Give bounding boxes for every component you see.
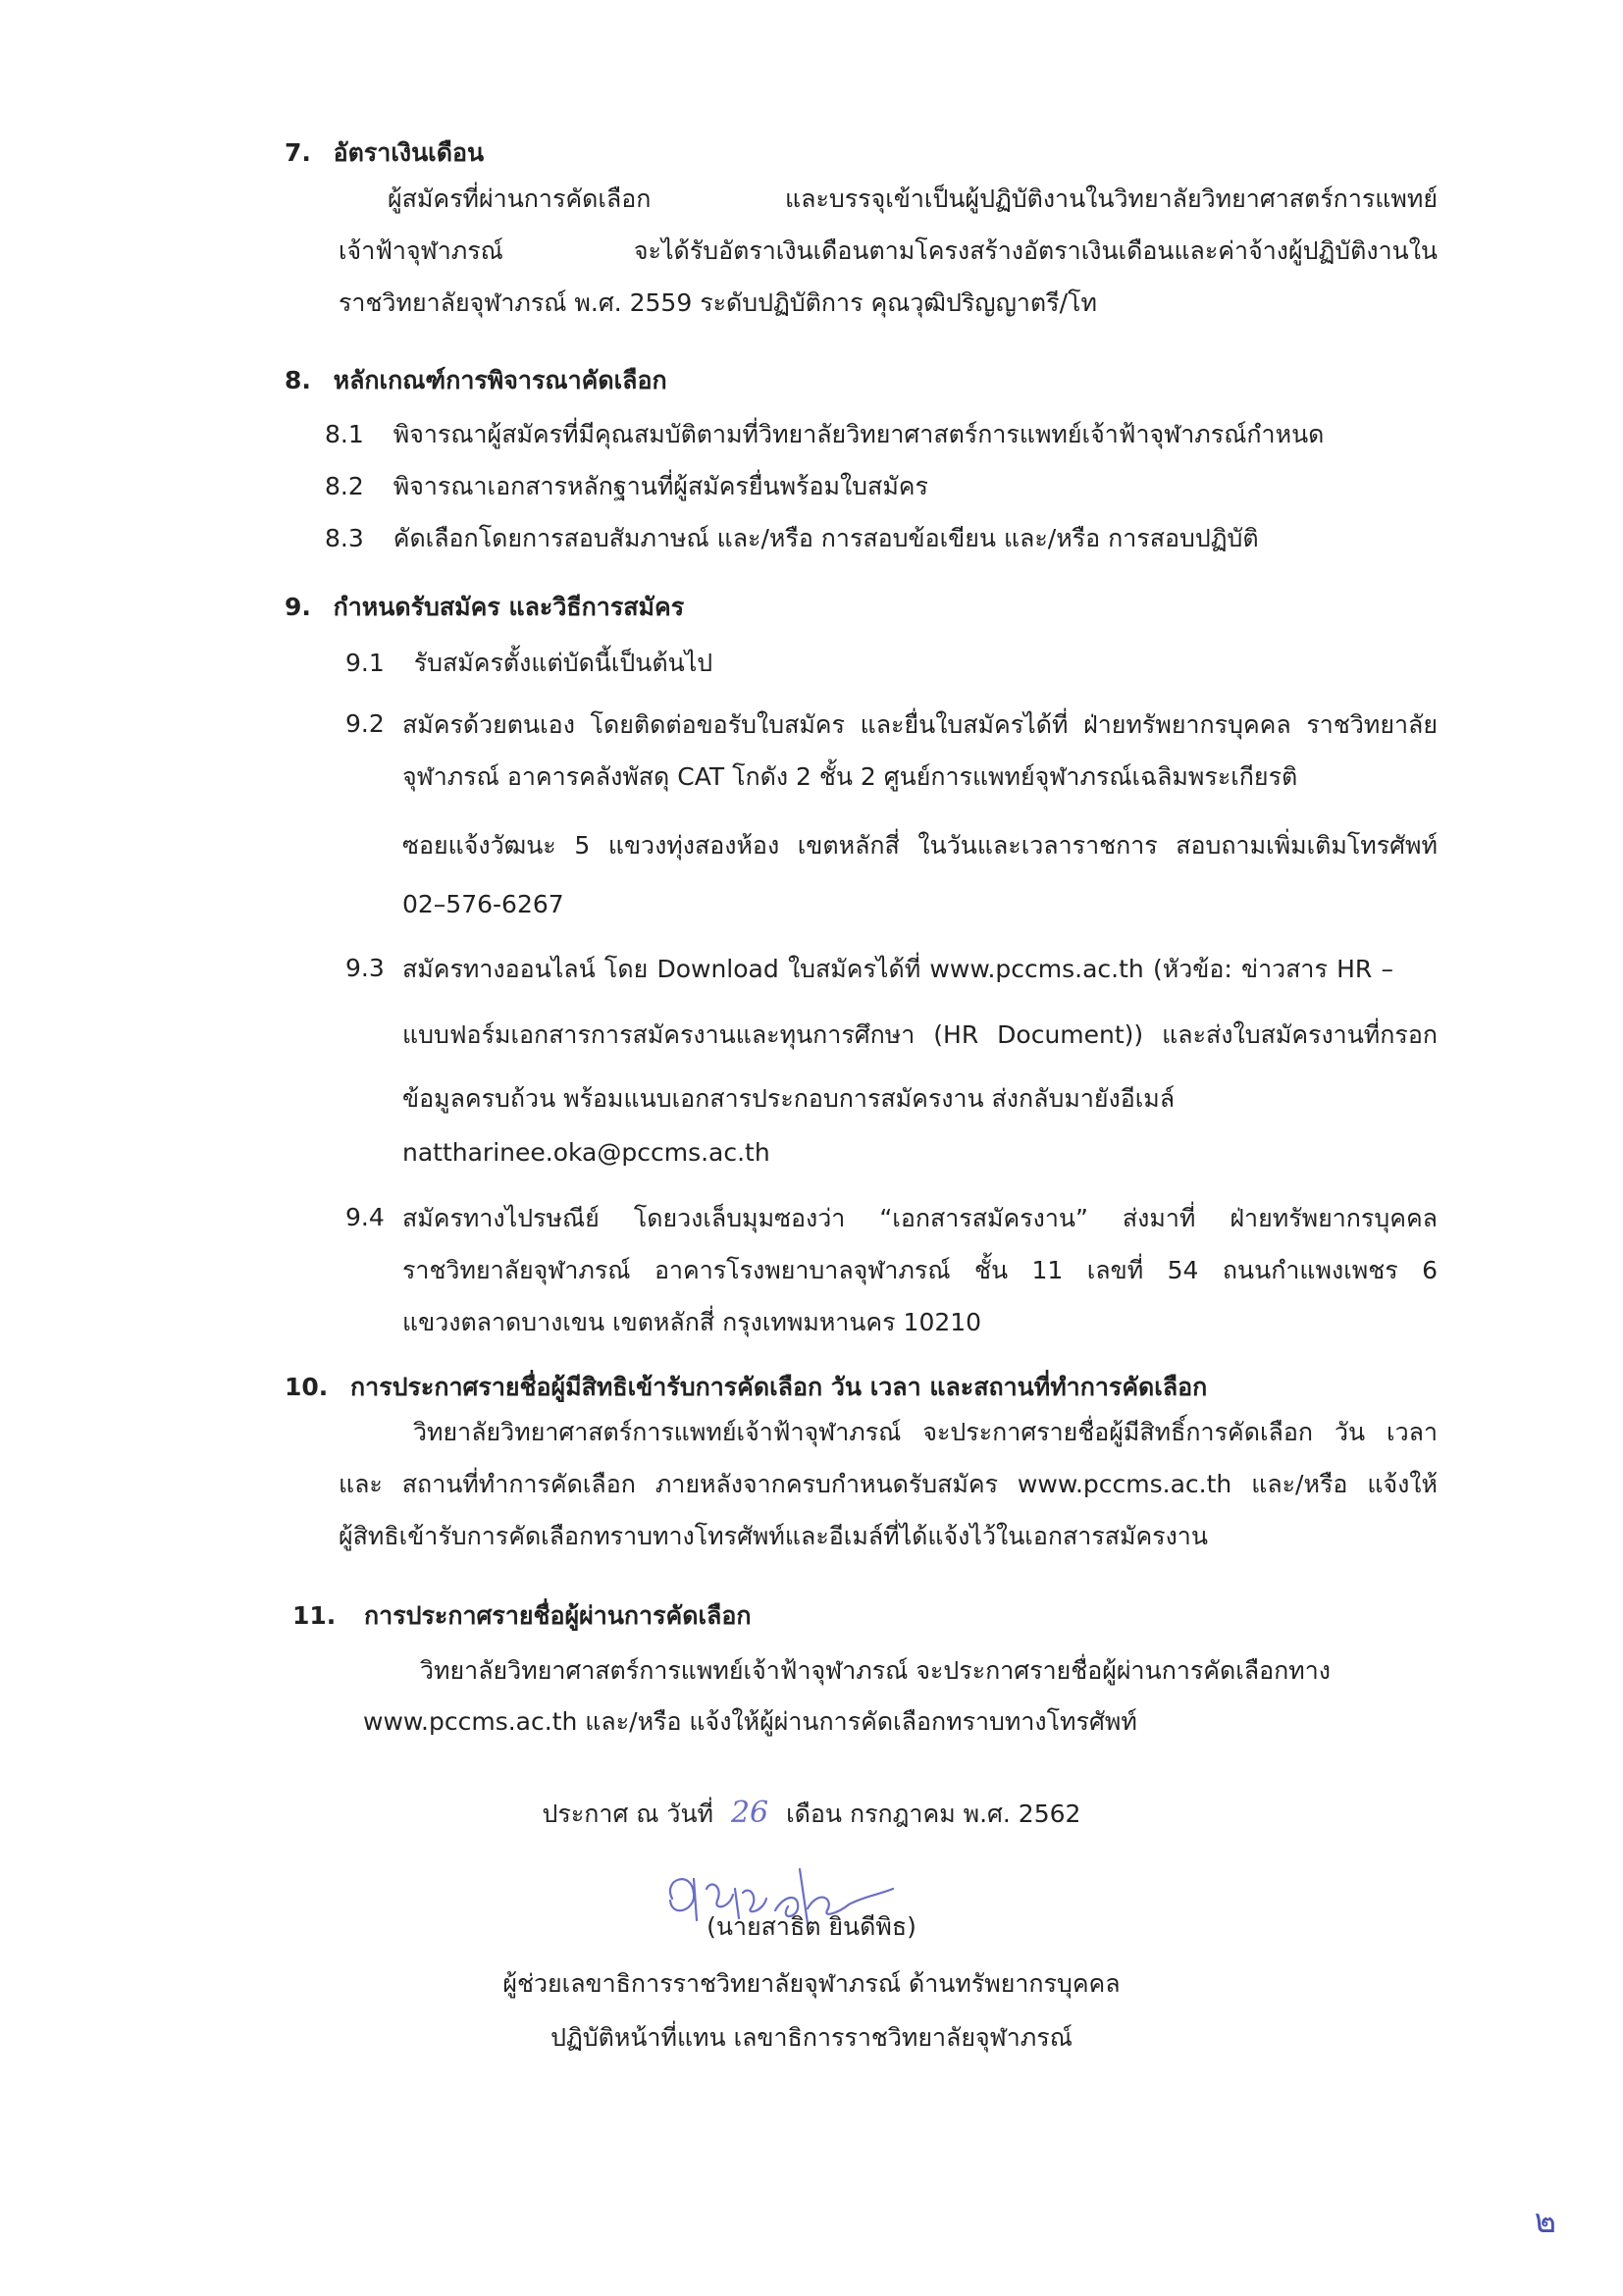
page-number-mark: ๒ [1534,2202,1556,2241]
section-7-body [339,173,1438,225]
criteria-item [325,522,1259,555]
item-number: 8.3 [325,524,364,552]
date-prefix: ประกาศ ณ วันที่ [542,1800,714,1828]
paragraph-line: สมัครทางไปรษณีย์ โดยวงเล็บมุมซองว่า “เอกสารสมัครงาน” ส่งมาที่ ฝ่ายทรัพยากรบุคคล [402,1204,1438,1232]
application-item-9-4 [402,1192,1438,1348]
section-title: การประกาศรายชื่อผู้มีสิทธิเข้ารับการคัดเลือก วัน เวลา และสถานที่ทำการคัดเลือก [350,1373,1208,1401]
section-8-heading [285,364,667,397]
section-9-heading [285,591,684,624]
signer-title: ผู้ช่วยเลขาธิการราชวิทยาลัยจุฬาภรณ์ ด้านทรัพยากรบุคคล [502,1969,1121,1998]
signer-name: (นายสาธิต ยินดีพิธ) [707,1912,916,1941]
section-number: 7. [285,138,311,167]
paragraph-line: ผู้สมัครที่ผ่านการคัดเลือก และบรรจุเข้าเป็นผู้ปฏิบัติงานในวิทยาลัยวิทยาศาสตร์การแพทย์ [388,184,1438,213]
paragraph-line: ซอยแจ้งวัฒนะ 5 แขวงทุ่งสองห้อง เขตหลักสี่ ในวันและเวลาราชการ สอบถามเพิ่มเติมโทรศัพท์ [402,831,1438,860]
item-text: พิจารณาผู้สมัครที่มีคุณสมบัติตามที่วิทยาลัยวิทยาศาสตร์การแพทย์เจ้าฟ้าจุฬาภรณ์กำหนด [393,420,1325,448]
section-10-heading [285,1371,1207,1404]
paragraph-line: ราชวิทยาลัยจุฬาภรณ์ พ.ศ. 2559 ระดับปฏิบัติการ คุณวุฒิปริญญาตรี/โท [339,288,1097,317]
paragraph-line: แขวงตลาดบางเขน เขตหลักสี่ กรุงเทพมหานคร 10210 [402,1308,982,1336]
section-7-heading [285,136,484,170]
paragraph-line: ผู้สิทธิเข้ารับการคัดเลือกทราบทางโทรศัพท์และอีเมล์ที่ได้แจ้งไว้ในเอกสารสมัครงาน [339,1522,1208,1550]
application-item [345,647,712,680]
handwritten-day: 26 [730,1796,769,1830]
paragraph-line: วิทยาลัยวิทยาศาสตร์การแพทย์เจ้าฟ้าจุฬาภรณ์ จะประกาศรายชื่อผู้ผ่านการคัดเลือกทาง [420,1656,1331,1685]
signer-acting-title: ปฏิบัติหน้าที่แทน เลขาธิการราชวิทยาลัยจุฬาภรณ์ [550,2023,1073,2052]
criteria-item [325,418,1324,451]
criteria-item [325,470,928,503]
item-text: พิจารณาเอกสารหลักฐานที่ผู้สมัครยื่นพร้อมใบสมัคร [393,472,928,500]
paragraph-line: www.pccms.ac.th และ/หรือ แจ้งให้ผู้ผ่านการคัดเลือกทราบทางโทรศัพท์ [363,1707,1137,1736]
section-7-body-2 [339,225,1438,329]
application-item-9-2-b [402,751,1305,803]
application-item-9-2 [402,699,1438,751]
announcement-date [0,1797,1623,1831]
item-number: 9.2 [345,709,385,738]
paragraph-line: ข้อมูลครบถ้วน พร้อมแนบเอกสารประกอบการสมัครงาน ส่งกลับมายังอีเมล์ [402,1084,1176,1113]
paragraph-line: จุฬาภรณ์ อาคารคลังพัสดุ CAT โกดัง 2 ชั้น 2 ศูนย์การแพทย์จุฬาภรณ์เฉลิมพระเกียรติ [402,762,1298,791]
contact-email: nattharinee.oka@pccms.ac.th [402,1138,770,1167]
section-number: 10. [285,1373,329,1401]
application-item-9-3-b [402,1009,1438,1061]
item-number: 8.2 [325,472,364,500]
paragraph-line: แบบฟอร์มเอกสารการสมัครงานและทุนการศึกษา (HR Document)) และส่งใบสมัครงานที่กรอก [402,1020,1438,1049]
item-number: 9.3 [345,954,385,982]
section-11-heading [292,1599,752,1633]
paragraph-line: เจ้าฟ้าจุฬาภรณ์ จะได้รับอัตราเงินเดือนตามโครงสร้างอัตราเงินเดือนและค่าจ้างผู้ปฏิบัติงานใน [339,236,1438,265]
section-title: หลักเกณฑ์การพิจารณาคัดเลือก [333,366,667,394]
item-text: รับสมัครตั้งแต่บัดนี้เป็นต้นไป [413,649,713,677]
paragraph-line: ราชวิทยาลัยจุฬาภรณ์ อาคารโรงพยาบาลจุฬาภรณ์ ชั้น 11 เลขที่ 54 ถนนกำแพงเพชร 6 [402,1256,1438,1284]
paragraph-line: วิทยาลัยวิทยาศาสตร์การแพทย์เจ้าฟ้าจุฬาภรณ์ จะประกาศรายชื่อผู้มีสิทธิ์การคัดเลือก วัน เวลา [413,1418,1438,1446]
section-title: อัตราเงินเดือน [333,138,485,167]
item-number: 8.1 [325,420,364,448]
section-10-body [339,1406,1438,1562]
section-number: 9. [285,593,311,621]
section-number: 11. [292,1601,337,1630]
item-number: 9.1 [345,649,385,677]
section-title: กำหนดรับสมัคร และวิธีการสมัคร [333,593,685,621]
paragraph-line: และ สถานที่ทำการคัดเลือก ภายหลังจากครบกำหนดรับสมัคร www.pccms.ac.th และ/หรือ แจ้งให้ [339,1470,1438,1498]
section-title: การประกาศรายชื่อผู้ผ่านการคัดเลือก [364,1601,752,1630]
application-item-9-2-c [402,819,1438,871]
paragraph-line: สมัครด้วยตนเอง โดยติดต่อขอรับใบสมัคร และยื่นใบสมัครได้ที่ ฝ่ายทรัพยากรบุคคล ราชวิทยาลัย [402,710,1438,739]
paragraph-line: สมัครทางออนไลน์ โดย Download ใบสมัครได้ที่ www.pccms.ac.th (หัวข้อ: ข่าวสาร HR – [402,955,1393,983]
section-number: 8. [285,366,311,394]
application-item-9-3 [402,943,1393,995]
item-number: 9.4 [345,1203,385,1231]
phone-number: 02–576-6267 [402,890,564,918]
item-text: คัดเลือกโดยการสอบสัมภาษณ์ และ/หรือ การสอบข้อเขียน และ/หรือ การสอบปฏิบัติ [393,524,1259,552]
date-suffix: เดือน กรกฎาคม พ.ศ. 2562 [786,1800,1081,1828]
